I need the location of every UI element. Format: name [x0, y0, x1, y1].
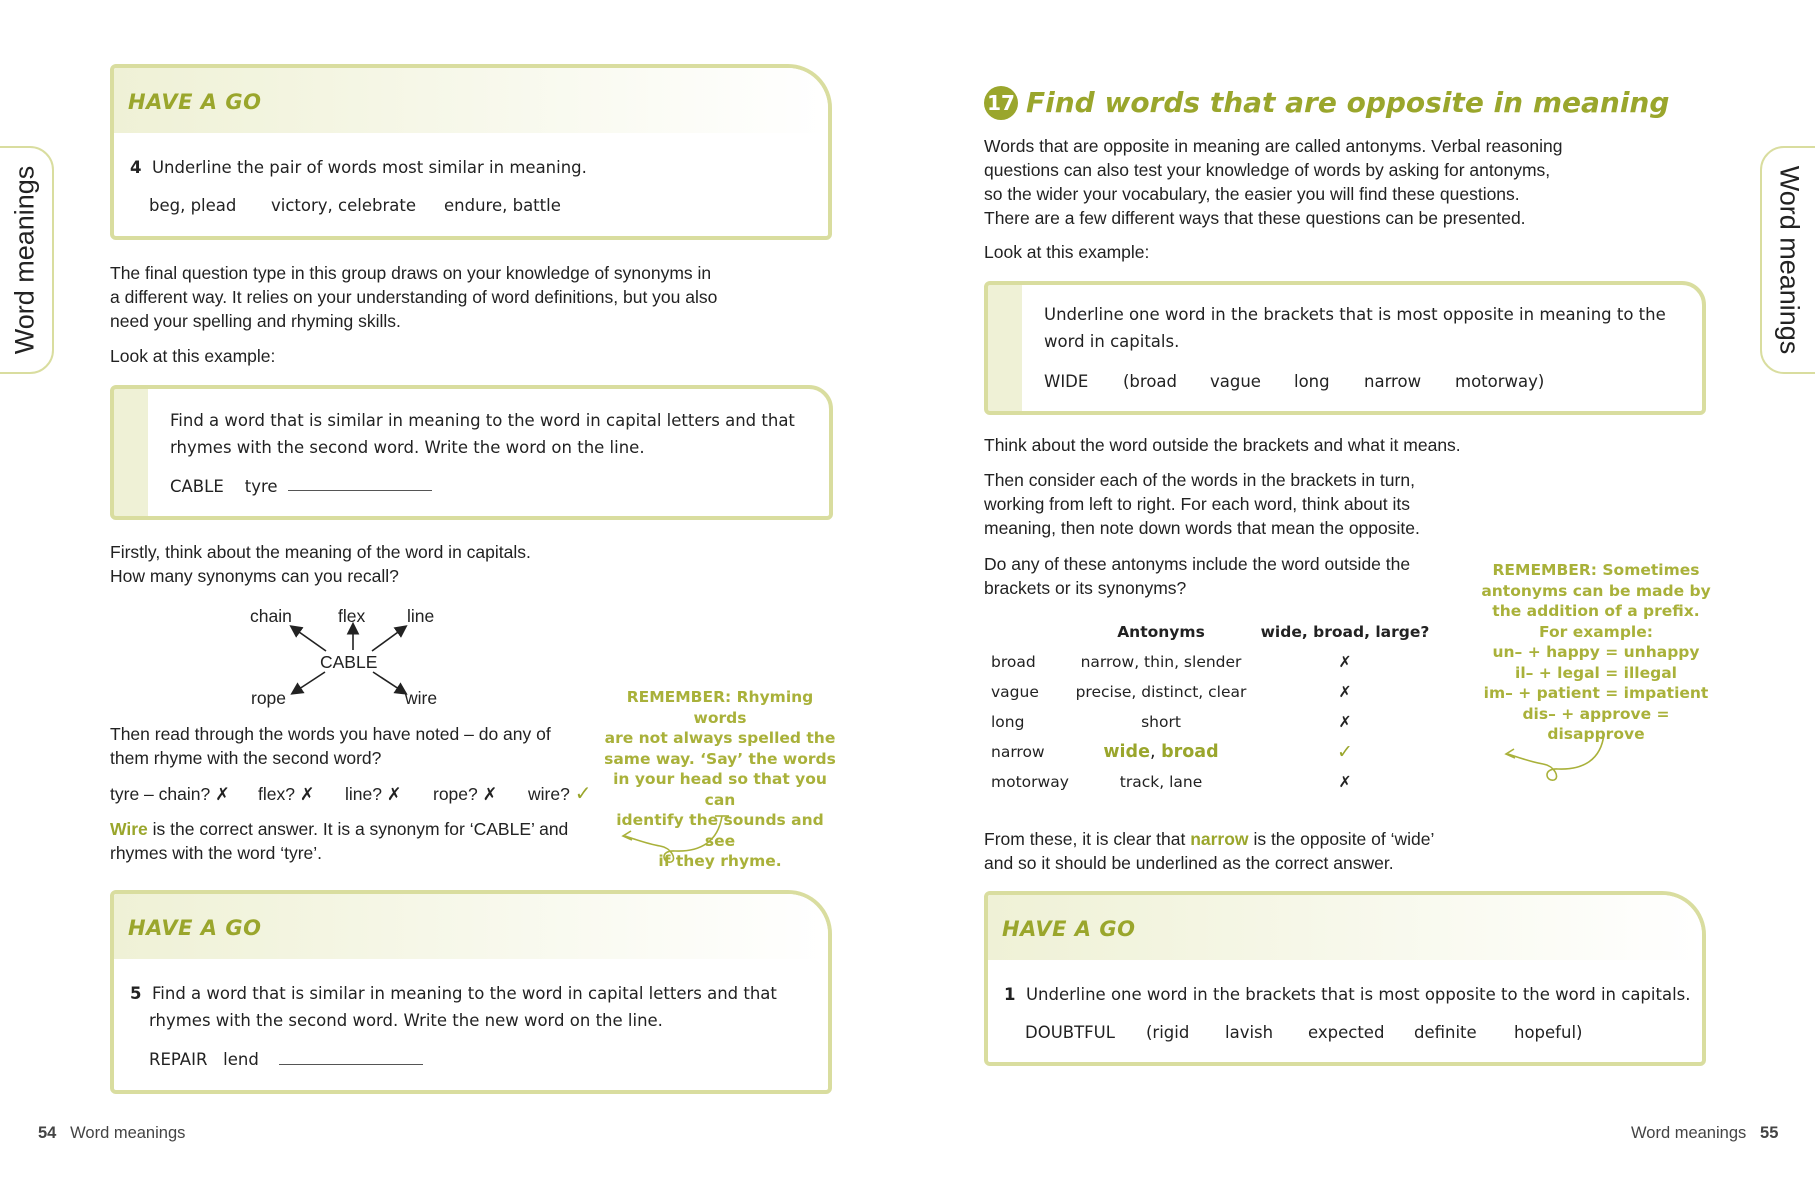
table-cell-antonyms	[1071, 737, 1251, 767]
text-line	[110, 817, 568, 841]
question-text: Underline one word in the brackets that is most opposite to the word in capitals.	[1025, 985, 1691, 1004]
check-item-5	[528, 782, 591, 806]
check-item-2	[258, 782, 315, 806]
answer-rest: is the correct answer. It is a synonym for ‘CABLE’ and	[152, 819, 569, 839]
remember-line: identify the sounds and see	[616, 811, 824, 850]
text-line: need your spelling and rhyming skills.	[110, 311, 401, 331]
check-text: tyre – chain?	[110, 784, 211, 804]
word-expected[interactable]: expected	[1308, 1023, 1385, 1042]
text-part: is the opposite of ‘wide’	[1253, 829, 1435, 849]
side-tab-label: Word meanings	[1774, 165, 1805, 355]
table-cell-antonyms: track, lane	[1119, 773, 1203, 791]
second-word: tyre	[244, 477, 278, 496]
have-a-go-header	[988, 895, 1702, 960]
do-any-paragraph	[984, 552, 1410, 600]
remember-line: antonyms can be made by	[1481, 581, 1711, 600]
footer-left	[38, 1124, 185, 1143]
table-cell-word: broad	[991, 653, 1036, 671]
option-3[interactable]: endure, battle	[444, 196, 561, 215]
cross-mark: ✗	[299, 784, 315, 804]
remember-line: im– + patient = impatient	[1483, 684, 1709, 702]
cross-mark: ✗	[215, 784, 230, 804]
remember-line: the addition of a prefix.	[1492, 602, 1700, 620]
remember-line: REMEMBER: Sometimes	[1492, 561, 1700, 579]
check-item-4	[433, 782, 497, 806]
text-line: The final question type in this group draws on your knowledge of synonyms in	[110, 263, 712, 283]
diagram-center: CABLE	[320, 652, 378, 672]
table-cell-antonyms: narrow, thin, slender	[1080, 653, 1242, 671]
table-cell-word: motorway	[991, 773, 1069, 791]
table-header	[991, 617, 1071, 647]
have-a-go-header	[114, 68, 828, 133]
question-5-line-1	[130, 980, 777, 1007]
table-row	[991, 677, 1439, 707]
word-rigid[interactable]: (rigid	[1146, 1023, 1190, 1042]
have-a-go-box-2	[110, 890, 832, 1094]
remember-line: dis– + approve = disapprove	[1522, 704, 1670, 743]
capital-word: REPAIR	[149, 1050, 208, 1069]
question-5-line-2: rhymes with the second word. Write the new word on the line.	[149, 1011, 663, 1030]
question-text: Underline the pair of words most similar in meaning.	[151, 158, 587, 177]
have-a-go-heading: HAVE A GO	[128, 90, 262, 114]
text-line: Then consider each of the words in the brackets in turn,	[984, 470, 1415, 490]
tick-mark: ✓	[574, 783, 592, 805]
remember-line: For example:	[1539, 622, 1653, 641]
antonym-table	[991, 617, 1439, 797]
text-line: How many synonyms can you recall?	[110, 566, 399, 586]
table-cell-mark: ✗	[1338, 713, 1352, 731]
footer-right	[1631, 1124, 1778, 1143]
text-line: Do any of these antonyms include the word outside the	[984, 554, 1411, 574]
text-line	[984, 827, 1434, 851]
remember-line: are not always spelled the	[604, 729, 836, 747]
check-text: wire?	[528, 784, 570, 804]
cross-mark: ✗	[386, 784, 402, 804]
text-line: questions can also test your knowledge of words by asking for antonyms,	[984, 160, 1551, 180]
cross-mark: ✗	[482, 784, 498, 804]
text-line: Then read through the words you have noted – do any of	[110, 724, 551, 744]
text-line: brackets or its synonyms?	[984, 578, 1187, 598]
answer-word: narrow	[1190, 829, 1249, 849]
example-word-long[interactable]: long	[1294, 372, 1330, 391]
table-header: wide, broad, large?	[1260, 623, 1430, 641]
table-cell-mark: ✗	[1338, 683, 1352, 701]
example-box-left	[110, 385, 833, 520]
option-1[interactable]: beg, plead	[149, 196, 237, 215]
example-line-1: Find a word that is similar in meaning to the word in capital letters and that	[170, 411, 795, 430]
text-line: meaning, then note down words that mean the opposite.	[984, 518, 1420, 538]
text-part: From these, it is clear that	[984, 829, 1186, 849]
remember-line: if they rhyme.	[658, 852, 782, 870]
synonym-wire: wire	[405, 688, 438, 708]
look-example: Look at this example:	[110, 346, 276, 366]
text-line: so the wider your vocabulary, the easier you will find these questions.	[984, 184, 1520, 204]
example-line-2: rhymes with the second word. Write the word on the line.	[170, 438, 645, 457]
synonym-rope: rope	[251, 688, 287, 708]
question-text: Find a word that is similar in meaning to the word in capital letters and that	[151, 984, 777, 1003]
question-number: 4	[130, 158, 142, 177]
example-words	[170, 473, 278, 500]
table-cell-word: long	[991, 713, 1025, 731]
example-word-broad[interactable]: (broad	[1123, 372, 1178, 391]
synonym-line: line	[407, 606, 435, 626]
word-definite[interactable]: definite	[1414, 1023, 1477, 1042]
word-lavish[interactable]: lavish	[1225, 1023, 1274, 1042]
remember-line: il– + legal = illegal	[1515, 663, 1677, 682]
text-line: working from left to right. For each word, think about its	[984, 494, 1411, 514]
text-line: a different way. It relies on your understanding of word definitions, but you also	[110, 287, 718, 307]
section-title: Find words that are opposite in meaning	[1026, 86, 1670, 119]
conclusion-paragraph	[984, 827, 1434, 875]
question-number: 5	[130, 984, 142, 1003]
side-tab-left	[0, 146, 54, 374]
example-box-right	[984, 281, 1706, 415]
remember-line: same way. ‘Say’ the words	[604, 749, 836, 768]
table-cell-word: narrow	[991, 743, 1045, 761]
option-2[interactable]: victory, celebrate	[271, 196, 416, 215]
page-number: 54	[38, 1124, 57, 1142]
question-5-words	[149, 1046, 259, 1073]
table-row	[991, 737, 1439, 767]
look-example: Look at this example:	[984, 242, 1150, 262]
example-word-wide: WIDE	[1044, 372, 1089, 391]
answer-line[interactable]	[288, 490, 432, 491]
side-tab-label: Word meanings	[9, 165, 40, 355]
antonym-intro	[984, 134, 1563, 230]
table-header: Antonyms	[1117, 623, 1205, 641]
antonym-highlight: broad	[1161, 742, 1219, 762]
section-number-badge: 17	[984, 86, 1018, 120]
second-word: lend	[223, 1050, 259, 1069]
synonym-diagram	[230, 600, 460, 715]
intro-paragraph	[110, 261, 717, 333]
have-a-go-heading: HAVE A GO	[1002, 917, 1136, 941]
table-cell-mark: ✗	[1338, 653, 1352, 671]
table-row	[991, 767, 1439, 797]
table-cell-mark: ✗	[1338, 773, 1352, 791]
table-cell-word: vague	[991, 683, 1039, 701]
synonym-flex: flex	[338, 606, 366, 626]
check-item-3	[345, 782, 402, 806]
footer-title: Word meanings	[1631, 1124, 1747, 1142]
firstly-paragraph	[110, 540, 531, 588]
text-line: and so it should be underlined as the correct answer.	[984, 853, 1394, 873]
table-cell-mark: ✓	[1337, 741, 1353, 763]
text-line: rhymes with the word ‘tyre’.	[110, 843, 323, 863]
remember-line: REMEMBER: Rhyming words	[626, 688, 814, 727]
think-text: Think about the word outside the brackets and what it means.	[984, 435, 1461, 455]
text-line: There are a few different ways that these questions can be presented.	[984, 208, 1526, 228]
example-line-2: word in capitals.	[1044, 332, 1180, 351]
antonym-highlight: wide	[1103, 742, 1150, 762]
answer-paragraph	[110, 817, 568, 865]
antonym-separator: ,	[1149, 742, 1162, 762]
page-number: 55	[1760, 1124, 1779, 1142]
table-cell-antonyms: precise, distinct, clear	[1075, 683, 1247, 701]
capital-word: CABLE	[170, 477, 224, 496]
have-a-go-box-3	[984, 891, 1706, 1066]
text-line: them rhyme with the second word?	[110, 748, 382, 768]
example-line-1: Underline one word in the brackets that is most opposite in meaning to the	[1044, 305, 1666, 324]
example-word-narrow[interactable]: narrow	[1364, 372, 1422, 391]
have-a-go-header	[114, 894, 828, 959]
remember-line: un– + happy = unhappy	[1492, 643, 1700, 661]
curly-arrow-icon	[615, 812, 730, 868]
then-read-paragraph	[110, 722, 551, 770]
text-line: Words that are opposite in meaning are called antonyms. Verbal reasoning	[984, 136, 1563, 156]
table-row	[991, 647, 1439, 677]
table-header-row	[991, 617, 1439, 647]
remember-note-prefix	[1474, 560, 1718, 745]
text-line: Firstly, think about the meaning of the word in capitals.	[110, 542, 531, 562]
table-row	[991, 707, 1439, 737]
answer-word: Wire	[110, 819, 148, 839]
consider-paragraph	[984, 468, 1420, 540]
remember-line: in your head so that you can	[613, 770, 827, 809]
question-4	[130, 154, 587, 181]
check-text: flex?	[258, 784, 295, 804]
have-a-go-heading: HAVE A GO	[128, 916, 262, 940]
answer-line[interactable]	[279, 1064, 423, 1065]
synonym-chain: chain	[250, 606, 292, 626]
table-cell-antonyms: short	[1141, 713, 1181, 731]
example-word-motorway[interactable]: motorway)	[1455, 372, 1545, 391]
check-text: rope?	[433, 784, 478, 804]
side-tab-right	[1760, 146, 1815, 374]
word-hopeful[interactable]: hopeful)	[1514, 1023, 1583, 1042]
curly-arrow-icon	[1498, 730, 1610, 786]
have-a-go-box-1	[110, 64, 832, 240]
question-number: 1	[1004, 985, 1016, 1004]
question-1	[1004, 981, 1691, 1008]
check-item-1	[110, 782, 230, 806]
check-text: line?	[345, 784, 382, 804]
footer-title: Word meanings	[70, 1124, 186, 1142]
word-doubtful: DOUBTFUL	[1025, 1023, 1115, 1042]
example-word-vague[interactable]: vague	[1210, 372, 1261, 391]
